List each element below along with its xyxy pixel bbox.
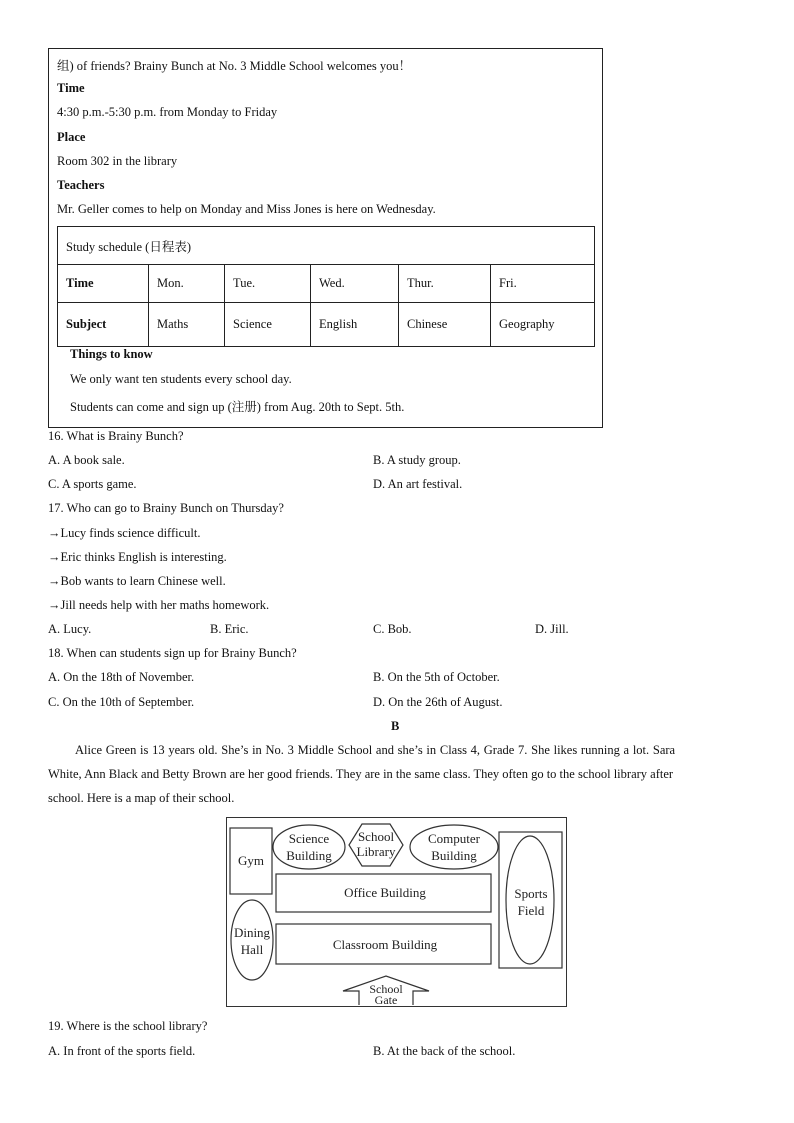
schedule-day-cell: Tue. [225, 265, 311, 303]
clue-item: →Bob wants to learn Chinese well. [48, 574, 226, 588]
map-gym-label: Gym [238, 853, 264, 868]
map-classroom-label: Classroom Building [332, 937, 438, 952]
schedule-time-label: Time [58, 265, 149, 303]
map-dining-label: Hall [240, 942, 264, 957]
map-sports-label: Field [517, 903, 545, 918]
teachers-text: Mr. Geller comes to help on Monday and Miss Jones is here on Wednesday. [57, 202, 436, 216]
map-library-label: Library [356, 844, 396, 859]
question-18-stem: 18. When can students sign up for Brainy Bunch? [48, 646, 297, 660]
option-a: A. On the 18th of November. [48, 670, 195, 684]
option-a: A. In front of the sports field. [48, 1044, 196, 1058]
teachers-heading: Teachers [57, 178, 105, 192]
option-b: B. A study group. [373, 453, 461, 467]
things-item: Students can come and sign up (注册) from Aug. 20th to Sept. 5th. [70, 400, 405, 414]
option-d: D. Jill. [535, 622, 569, 636]
schedule-caption: Study schedule (日程表) [58, 227, 595, 265]
map-sports-label: Sports [514, 886, 548, 901]
time-text: 4:30 p.m.-5:30 p.m. from Monday to Friday [57, 105, 278, 119]
passage-line: White, Ann Black and Betty Brown are her good friends. They are in the same class. They often go to the school library after [48, 767, 674, 781]
map-gate-label: Gate [374, 993, 398, 1005]
option-a: A. A book sale. [48, 453, 125, 467]
place-text: Room 302 in the library [57, 154, 178, 168]
things-heading: Things to know [70, 347, 153, 361]
option-c: C. A sports game. [48, 477, 137, 491]
schedule-subject-cell: English [311, 303, 399, 347]
clue-item: →Jill needs help with her maths homework. [48, 598, 270, 612]
map-science-label: Science [288, 831, 330, 846]
notice-intro: 组) of friends? Brainy Bunch at No. 3 Middle School welcomes you！ [57, 59, 412, 73]
school-map [226, 817, 567, 1007]
map-office-label: Office Building [344, 885, 426, 900]
map-computer-label: Building [431, 848, 477, 863]
map-gate-label: School [369, 982, 403, 996]
passage-line: Alice Green is 13 years old. She’s in No. 3 Middle School and she’s in Class 4, Grade 7. She likes running a lot. Sara [75, 743, 676, 757]
map-dining-label: Dining [233, 925, 271, 940]
option-b: B. Eric. [210, 622, 249, 636]
schedule-subject-cell: Chinese [399, 303, 491, 347]
map-science-label: Building [286, 848, 332, 863]
place-heading: Place [57, 130, 86, 144]
schedule-subject-cell: Maths [149, 303, 225, 347]
section-b-label: B [391, 719, 400, 733]
schedule-day-cell: Thur. [399, 265, 491, 303]
study-schedule-table [57, 226, 595, 347]
question-17-stem: 17. Who can go to Brainy Bunch on Thursday? [48, 501, 284, 515]
school-map-drawing [227, 818, 565, 1005]
question-16-stem: 16. What is Brainy Bunch? [48, 429, 184, 443]
option-b: B. On the 5th of October. [373, 670, 500, 684]
question-19-stem: 19. Where is the school library? [48, 1019, 208, 1033]
things-item: We only want ten students every school day. [70, 372, 292, 386]
time-heading: Time [57, 81, 85, 95]
passage-line: school. Here is a map of their school. [48, 791, 235, 805]
schedule-time-row [58, 265, 595, 303]
clue-item: →Lucy finds science difficult. [48, 526, 201, 540]
map-library-label: School [357, 829, 395, 844]
option-c: C. On the 10th of September. [48, 695, 195, 709]
schedule-subject-cell: Geography [491, 303, 595, 347]
schedule-day-cell: Wed. [311, 265, 399, 303]
schedule-subject-label: Subject [58, 303, 149, 347]
schedule-caption-row [58, 227, 595, 265]
option-c: C. Bob. [373, 622, 412, 636]
option-d: D. On the 26th of August. [373, 695, 503, 709]
dining-hall-shape [231, 900, 273, 980]
option-a: A. Lucy. [48, 622, 92, 636]
map-computer-label: Computer [428, 831, 480, 846]
schedule-subject-row [58, 303, 595, 347]
option-d: D. An art festival. [373, 477, 463, 491]
schedule-day-cell: Mon. [149, 265, 225, 303]
schedule-day-cell: Fri. [491, 265, 595, 303]
option-b: B. At the back of the school. [373, 1044, 516, 1058]
clue-item: →Eric thinks English is interesting. [48, 550, 227, 564]
schedule-subject-cell: Science [225, 303, 311, 347]
